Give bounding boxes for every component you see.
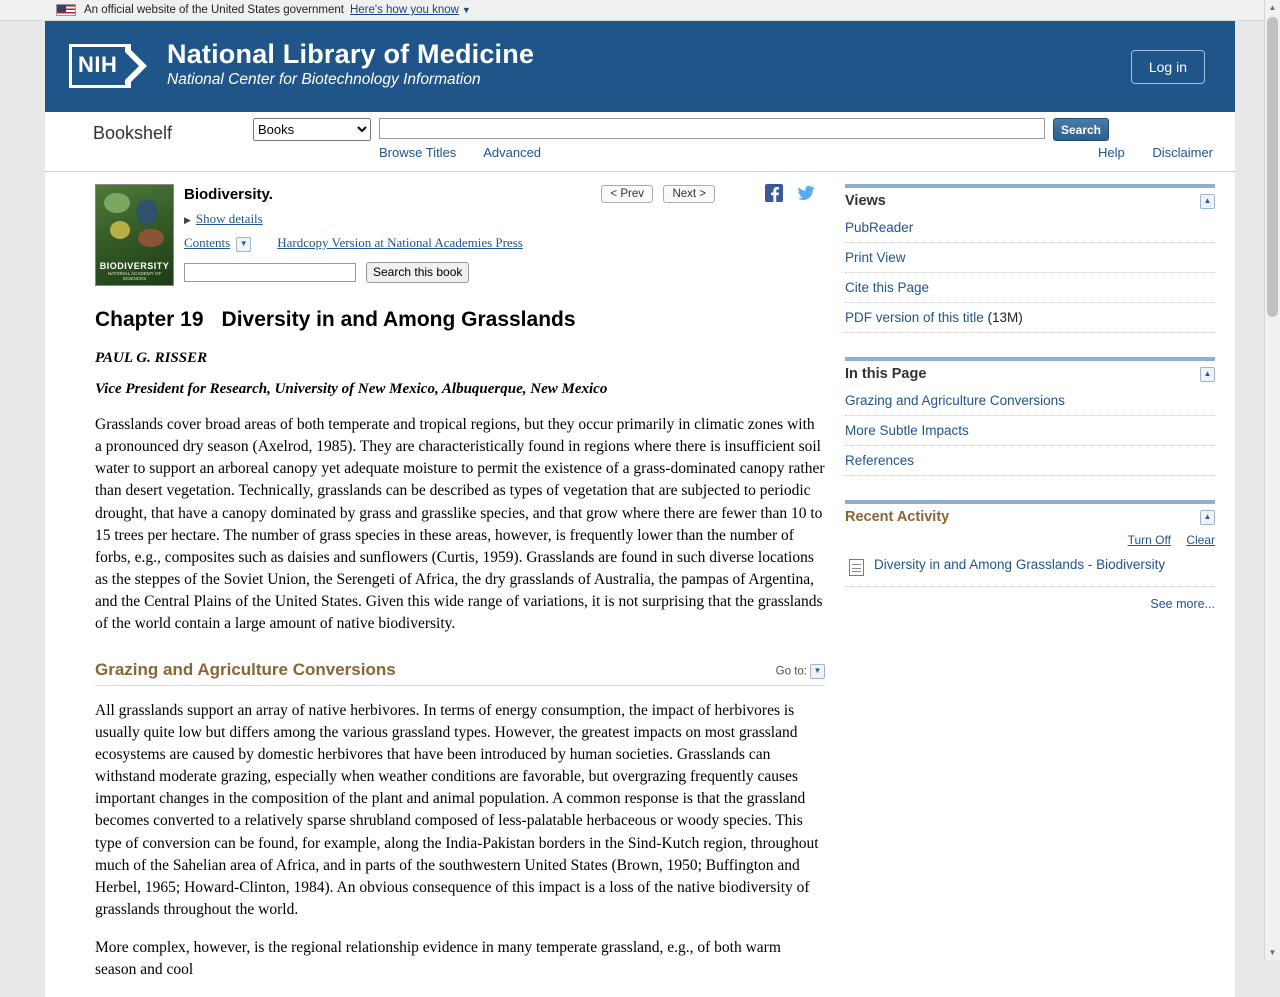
- scroll-up-icon[interactable]: ▲: [1265, 0, 1280, 15]
- in-this-page-item-3[interactable]: [845, 446, 1215, 476]
- page-title: [95, 308, 825, 332]
- see-more-link[interactable]: See more...: [1150, 597, 1215, 611]
- browse-titles-link[interactable]: Browse Titles: [379, 145, 457, 160]
- bookshelf-label: Bookshelf: [93, 123, 173, 143]
- main-column: [45, 172, 835, 997]
- collapse-icon[interactable]: ▲: [1200, 367, 1215, 382]
- pubreader-link[interactable]: PubReader: [845, 220, 914, 235]
- clear-link[interactable]: Clear: [1186, 533, 1215, 547]
- views-item-pubreader[interactable]: [845, 213, 1215, 243]
- recent-activity-item-link[interactable]: Diversity in and Among Grasslands - Biodiversity: [874, 557, 1166, 572]
- page-scrollbar[interactable]: [1264, 0, 1280, 960]
- scroll-down-icon[interactable]: ▼: [1265, 945, 1280, 960]
- sidebar: [835, 172, 1235, 997]
- search-input[interactable]: [379, 118, 1045, 139]
- book-header: [63, 184, 835, 286]
- advanced-link[interactable]: Advanced: [483, 145, 542, 160]
- book-cover-title: BIODIVERSITY: [99, 261, 170, 271]
- content-area: [45, 172, 1235, 997]
- see-more-row: [845, 587, 1215, 611]
- recent-activity-header: [845, 500, 1215, 529]
- views-item-cite[interactable]: [845, 273, 1215, 303]
- gov-banner: [0, 0, 1280, 21]
- goto-control[interactable]: [776, 664, 825, 679]
- goto-label: Go to:: [775, 665, 807, 678]
- site-title: National Library of Medicine: [167, 38, 535, 69]
- search-sublinks: [379, 145, 565, 160]
- book-meta: [184, 184, 529, 286]
- us-flag-icon: [56, 4, 76, 16]
- section1-paragraph-1: All grasslands support an array of native herbivores. In terms of energy consumption, the impact of herbivores is usually quite low but differs among the various grassland types. However, the greatest impacts on most grassland ecosystems are caused by domestic herbivores that have been introduced by human societies. Grasslands can withstand moderate grazing, especially when weather conditions are favorable, but overgrazing frequently causes important changes in the composition of the plant and animal population. A common response is that the grassland becomes converted to a relatively sparse shrubland composed of less-palatable herbaceous or woody species. This type of conversion can be found, for example, along the India-Pakistan borders in the Sind-Kutch region, throughout much of the Sahelian area of Africa, and in parts of the southwestern United States (Brown, 1950; Buffington and Herbel, 1965; Howard-Clinton, 1984). An obvious consequence of this impact is a loss of the native biodiversity of grasslands throughout the world.: [95, 701, 819, 918]
- book-title: Biodiversity.: [184, 186, 273, 203]
- views-item-pdf[interactable]: [845, 303, 1215, 333]
- chapter-number: Chapter 19: [95, 308, 204, 331]
- brand[interactable]: [69, 40, 534, 93]
- jump-references-link[interactable]: References: [845, 453, 915, 468]
- prev-chapter-button[interactable]: < Prev: [601, 185, 653, 203]
- section-heading-text: Grazing and Agriculture Conversions: [95, 659, 396, 679]
- turn-off-link[interactable]: Turn Off: [1127, 533, 1171, 547]
- chevron-down-icon[interactable]: ▼: [236, 237, 251, 252]
- recent-activity-actions: [845, 529, 1215, 553]
- database-select[interactable]: [253, 118, 371, 141]
- jump-subtle-impacts-link[interactable]: More Subtle Impacts: [845, 423, 969, 438]
- intro-paragraph: Grasslands cover broad areas of both temperate and tropical regions, but they occur primarily in climatic zones with a pronounced dry season (Axelrod, 1985). They are characteristically found in regions where there is insufficient soil water to support an arboreal canopy yet adequate moisture to permit the existence of a grass-dominated canopy rather than desert vegetation. Technically, grasslands can be described as types of vegetation that are subjected to periodic drought, that have a canopy dominated by grass and grasslike species, and that grow where there are fewer than 10 to 15 trees per hectare. The number of grass species in these areas, however, is frequently lower than the number of forbs, e.g., composites such as daisies and sunflowers (Curtis, 1959). Grasslands are found in such diverse locations as the steppes of the Soviet Union, the Serengeti of Africa, the dry grasslands of Australia, the pampas of Argentina, and the Central Plains of the United States. Given this wide range of variations, it is not surprising that the grasslands of the world contain a large amount of native biodiversity.: [95, 416, 825, 633]
- print-view-link[interactable]: Print View: [845, 250, 906, 265]
- section-heading-grazing: [95, 660, 825, 686]
- in-this-page-item-1[interactable]: [845, 386, 1215, 416]
- gov-banner-text: An official website of the United States government: [84, 4, 344, 16]
- page-frame: [45, 21, 1235, 997]
- recent-activity-title: Recent Activity: [845, 509, 950, 525]
- social-links: [755, 184, 815, 202]
- in-this-page-panel: [845, 357, 1215, 476]
- chapter-title: Diversity in and Among Grasslands: [221, 308, 576, 331]
- book-links-row: [184, 235, 529, 252]
- search-button[interactable]: Search: [1053, 118, 1109, 141]
- author-affiliation: Vice President for Research, University of New Mexico, Albuquerque, New Mexico: [95, 381, 608, 397]
- collapse-icon[interactable]: ▲: [1200, 510, 1215, 525]
- recent-activity-panel: [845, 500, 1215, 611]
- in-this-page-header: [845, 357, 1215, 386]
- chevron-down-icon[interactable]: ▼: [810, 664, 825, 679]
- site-subtitle: National Center for Biotechnology Information: [167, 71, 481, 89]
- cite-page-link[interactable]: Cite this Page: [845, 280, 930, 295]
- show-details-toggle[interactable]: [184, 211, 529, 227]
- views-panel-title: Views: [845, 193, 886, 209]
- views-panel: [845, 184, 1215, 333]
- document-icon: [849, 559, 864, 576]
- pdf-version-link[interactable]: PDF version of this title: [845, 310, 984, 325]
- chevron-down-icon[interactable]: ▼: [461, 5, 471, 15]
- author-name: PAUL G. RISSER: [95, 350, 208, 366]
- contents-link[interactable]: Contents: [184, 235, 231, 250]
- disclaimer-link[interactable]: Disclaimer: [1152, 145, 1213, 160]
- in-this-page-title: In this Page: [845, 366, 927, 382]
- book-search-input[interactable]: [184, 263, 356, 282]
- section1-paragraph-2: More complex, however, is the regional relationship evidence in many temperate grassland, e.g., of both warm season and cool: [95, 939, 781, 979]
- login-button[interactable]: Log in: [1131, 50, 1205, 84]
- book-search-row: [184, 262, 529, 283]
- nih-logo-icon: [69, 44, 149, 88]
- views-panel-header: [845, 184, 1215, 213]
- views-item-printview[interactable]: [845, 243, 1215, 273]
- search-bar: [45, 112, 1235, 172]
- facebook-icon[interactable]: [765, 184, 783, 202]
- pdf-size-label: (13M): [983, 310, 1023, 325]
- how-you-know-link[interactable]: Here's how you know: [349, 4, 459, 16]
- collapse-icon[interactable]: ▲: [1200, 194, 1215, 209]
- jump-grazing-link[interactable]: Grazing and Agriculture Conversions: [845, 393, 1065, 408]
- article-body: [63, 308, 835, 981]
- list-item[interactable]: [845, 553, 1215, 587]
- hardcopy-link[interactable]: Hardcopy Version at National Academies Press: [277, 235, 523, 250]
- chapter-nav: [595, 184, 715, 203]
- scrollbar-thumb[interactable]: [1267, 17, 1278, 317]
- in-this-page-item-2[interactable]: [845, 416, 1215, 446]
- book-cover-image[interactable]: [95, 184, 174, 286]
- book-search-button[interactable]: Search this book: [366, 262, 469, 283]
- twitter-icon[interactable]: [797, 184, 815, 202]
- next-chapter-button[interactable]: Next >: [663, 185, 715, 203]
- nih-logo-text: NIH: [78, 52, 118, 78]
- show-details-link[interactable]: Show details: [195, 211, 263, 226]
- help-link[interactable]: Help: [1097, 145, 1125, 160]
- site-header: [45, 21, 1235, 112]
- triangle-right-icon: ▶: [184, 215, 191, 225]
- book-cover-subtitle: NATIONAL ACADEMY OF SCIENCES: [107, 271, 162, 281]
- search-right-links: [1074, 145, 1213, 160]
